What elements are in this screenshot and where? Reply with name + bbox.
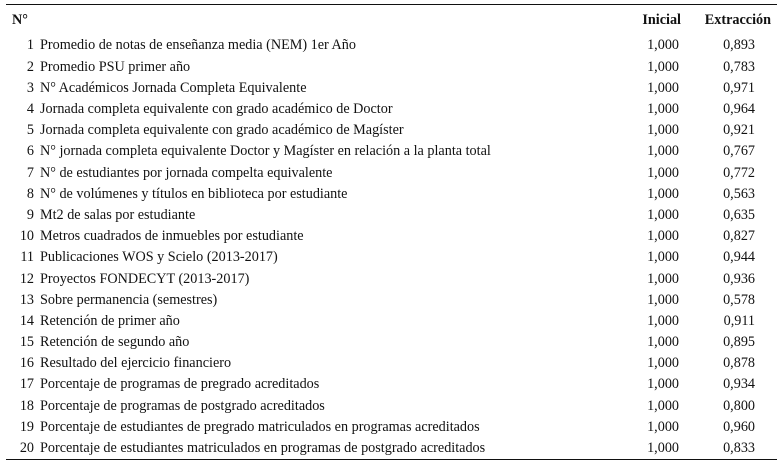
row-number: 12 (19, 270, 34, 287)
bottom-rule (6, 459, 777, 460)
table-row (6, 416, 777, 437)
row-number: 10 (19, 228, 34, 245)
row-extraccion-value: 0,895 (723, 334, 755, 351)
row-extraccion-value: 0,800 (723, 397, 755, 414)
row-extraccion-value: 0,767 (723, 143, 755, 160)
row-number: 6 (26, 143, 34, 160)
row-extraccion-value: 0,944 (723, 249, 755, 266)
row-number: 14 (19, 312, 34, 329)
row-inicial-value: 1,000 (647, 376, 679, 393)
row-indicator-name: N° de volúmenes y títulos en biblioteca por estudiante (40, 185, 348, 202)
table-row (6, 247, 777, 268)
row-extraccion-value: 0,960 (723, 418, 755, 435)
row-indicator-name: Promedio PSU primer año (40, 58, 191, 75)
table-row (6, 99, 777, 120)
table-row (6, 268, 777, 289)
row-extraccion-value: 0,833 (723, 440, 755, 457)
row-extraccion-value: 0,635 (723, 206, 755, 223)
row-inicial-value: 1,000 (647, 418, 679, 435)
row-indicator-name: Promedio de notas de enseñanza media (NEM) 1er Año (40, 37, 356, 54)
table-row (6, 141, 777, 162)
row-indicator-name: Retención de segundo año (40, 334, 190, 351)
row-inicial-value: 1,000 (647, 143, 679, 160)
table-row (6, 438, 777, 459)
table-row (6, 374, 777, 395)
row-extraccion-value: 0,878 (723, 355, 755, 372)
row-extraccion-value: 0,921 (723, 122, 755, 139)
row-number: 19 (19, 418, 34, 435)
table-row (6, 310, 777, 331)
row-indicator-name: Proyectos FONDECYT (2013-2017) (40, 270, 250, 287)
row-indicator-name: Jornada completa equivalente con grado académico de Doctor (40, 101, 393, 118)
row-inicial-value: 1,000 (647, 249, 679, 266)
row-indicator-name: N° Académicos Jornada Completa Equivalente (40, 79, 307, 96)
table-row (6, 35, 777, 56)
row-inicial-value: 1,000 (647, 122, 679, 139)
table-row (6, 56, 777, 77)
row-indicator-name: Jornada completa equivalente con grado académico de Magíster (40, 122, 404, 139)
row-indicator-name: Porcentaje de programas de pregrado acreditados (40, 376, 320, 393)
header-indicator (40, 5, 619, 35)
table-row (6, 183, 777, 204)
row-number: 8 (26, 185, 34, 202)
table-row (6, 205, 777, 226)
row-number: 13 (19, 291, 34, 308)
row-number: 9 (26, 206, 34, 223)
row-number: 2 (26, 58, 34, 75)
row-indicator-name: Sobre permanencia (semestres) (40, 291, 218, 308)
row-inicial-value: 1,000 (647, 164, 679, 181)
table-row (6, 395, 777, 416)
row-inicial-value: 1,000 (647, 312, 679, 329)
row-number: 4 (26, 101, 34, 118)
row-inicial-value: 1,000 (647, 440, 679, 457)
row-inicial-value: 1,000 (647, 397, 679, 414)
table-row (6, 120, 777, 141)
row-extraccion-value: 0,893 (723, 37, 755, 54)
table-row (6, 353, 777, 374)
row-inicial-value: 1,000 (647, 185, 679, 202)
row-number: 7 (26, 164, 34, 181)
table-row (6, 77, 777, 98)
row-indicator-name: Retención de primer año (40, 312, 180, 329)
row-inicial-value: 1,000 (647, 291, 679, 308)
row-number: 18 (19, 397, 34, 414)
row-extraccion-value: 0,827 (723, 228, 755, 245)
row-number: 17 (19, 376, 34, 393)
row-indicator-name: Porcentaje de programas de postgrado acreditados (40, 397, 325, 414)
table-row (6, 289, 777, 310)
row-number: 20 (19, 440, 34, 457)
row-indicator-name: Porcentaje de estudiantes de pregrado matriculados en programas acreditados (40, 418, 480, 435)
row-inicial-value: 1,000 (647, 355, 679, 372)
row-extraccion-value: 0,934 (723, 376, 755, 393)
communalities-table (6, 5, 777, 459)
row-number: 15 (19, 334, 34, 351)
row-inicial-value: 1,000 (647, 334, 679, 351)
row-indicator-name: Metros cuadrados de inmuebles por estudiante (40, 228, 304, 245)
row-extraccion-value: 0,772 (723, 164, 755, 181)
row-extraccion-value: 0,563 (723, 185, 755, 202)
table-row (6, 332, 777, 353)
row-indicator-name: Mt2 de salas por estudiante (40, 206, 196, 223)
row-inicial-value: 1,000 (647, 79, 679, 96)
row-number: 11 (20, 249, 34, 266)
row-indicator-name: Publicaciones WOS y Scielo (2013-2017) (40, 249, 278, 266)
row-inicial-value: 1,000 (647, 58, 679, 75)
row-inicial-value: 1,000 (647, 228, 679, 245)
communalities-table-container (6, 4, 777, 460)
row-extraccion-value: 0,964 (723, 101, 755, 118)
header-extraccion: Extracción (704, 11, 771, 28)
row-indicator-name: Porcentaje de estudiantes matriculados en programas de postgrado acreditados (40, 440, 486, 457)
row-number: 1 (26, 37, 34, 54)
table-header (6, 5, 777, 35)
header-number: N° (12, 11, 28, 28)
row-indicator-name: Resultado del ejercicio financiero (40, 355, 232, 372)
table-body (6, 35, 777, 459)
row-inicial-value: 1,000 (647, 101, 679, 118)
header-row (6, 5, 777, 35)
row-number: 5 (26, 122, 34, 139)
row-number: 16 (19, 355, 34, 372)
row-inicial-value: 1,000 (647, 206, 679, 223)
row-inicial-value: 1,000 (647, 37, 679, 54)
row-extraccion-value: 0,911 (723, 312, 755, 329)
row-indicator-name: N° jornada completa equivalente Doctor y Magíster en relación a la planta total (40, 143, 491, 160)
header-inicial: Inicial (642, 11, 681, 28)
table-row (6, 162, 777, 183)
row-extraccion-value: 0,578 (723, 291, 755, 308)
row-extraccion-value: 0,783 (723, 58, 755, 75)
row-extraccion-value: 0,971 (723, 79, 755, 96)
table-row (6, 226, 777, 247)
row-inicial-value: 1,000 (647, 270, 679, 287)
row-extraccion-value: 0,936 (723, 270, 755, 287)
row-number: 3 (26, 79, 34, 96)
row-indicator-name: N° de estudiantes por jornada compelta equivalente (40, 164, 333, 181)
